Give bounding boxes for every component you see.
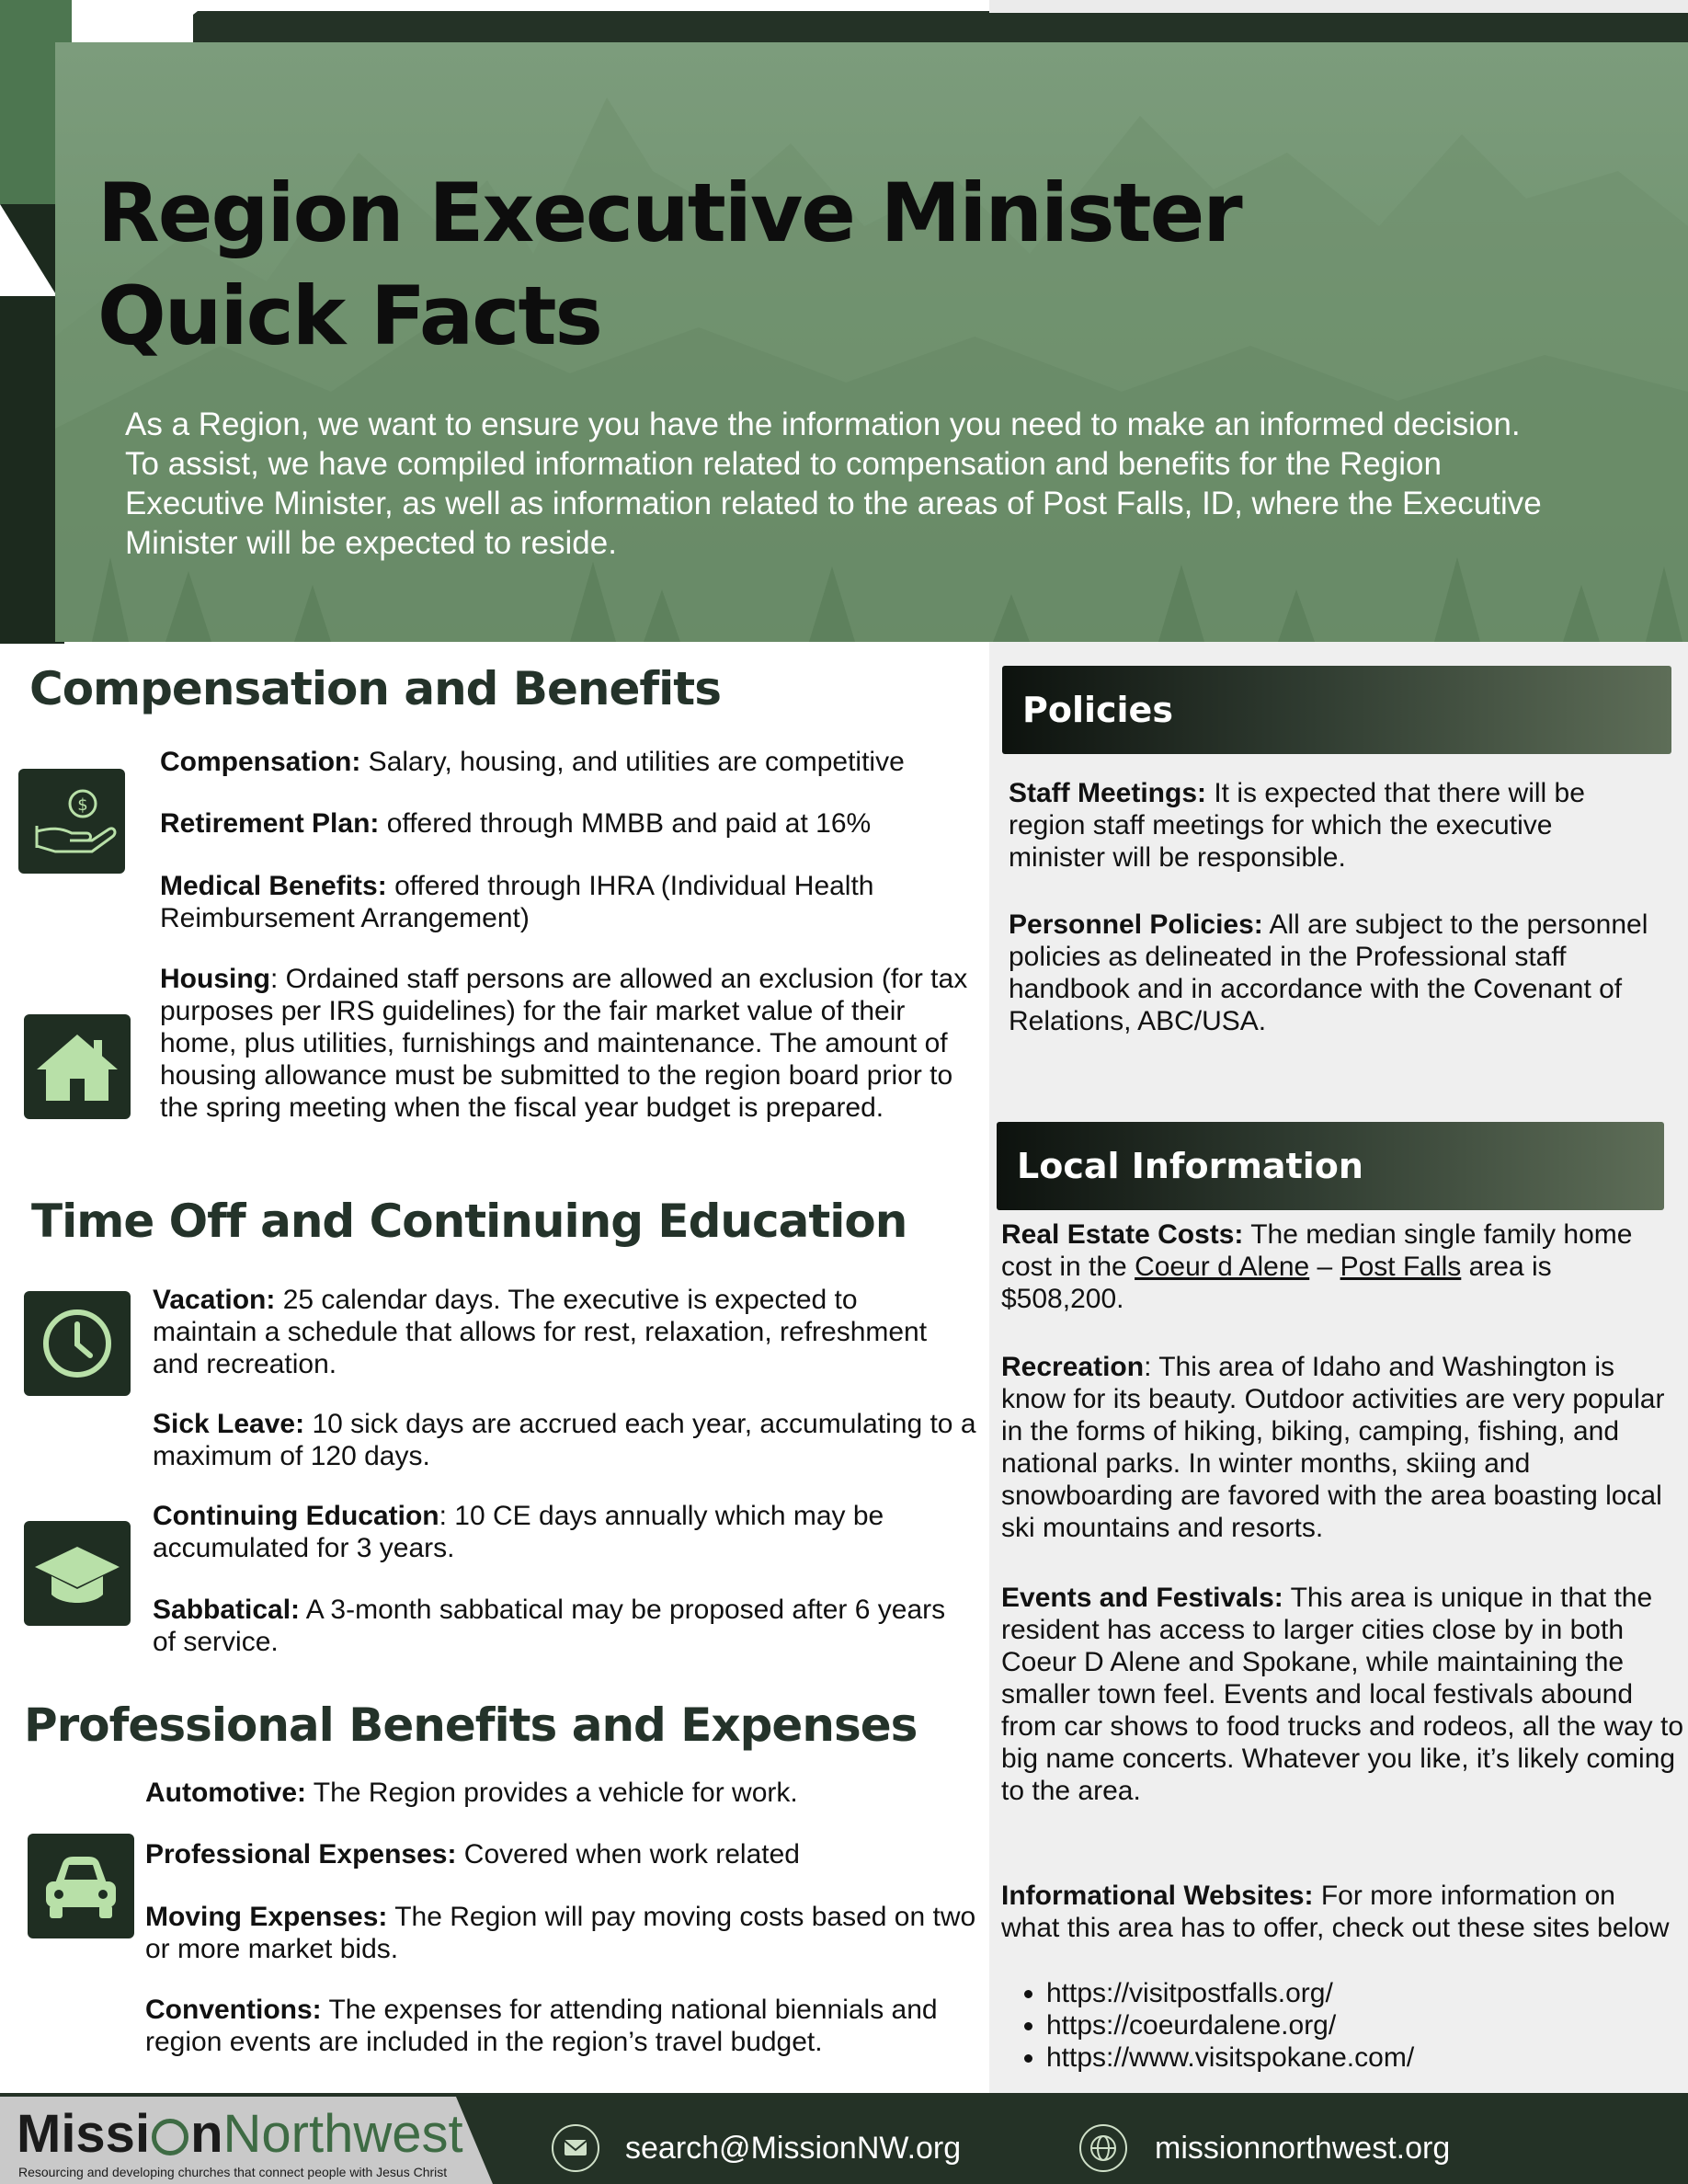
sabbatical-item: Sabbatical: A 3-month sabbatical may be proposed after 6 years of service. (153, 1595, 946, 1657)
clock-icon (24, 1291, 131, 1396)
money-hand-icon (18, 769, 125, 874)
footer-website[interactable]: missionnorthwest.org (1155, 2131, 1451, 2166)
continuing-education-item: Continuing Education: 10 CE days annually which may be accumulated for 3 years. (153, 1501, 884, 1563)
globe-icon (1079, 2124, 1127, 2172)
footer-email[interactable]: search@MissionNW.org (625, 2131, 962, 2166)
svg-text:$: $ (77, 795, 88, 815)
decor-diagonal (74, 0, 211, 44)
page-title-line2: Quick Facts (97, 269, 601, 363)
automotive-item: Automotive: The Region provides a vehicle for work. (145, 1778, 798, 1808)
retirement-plan-item: Retirement Plan: offered through MMBB and paid at 16% (160, 808, 872, 839)
housing-item: Housing: Ordained staff persons are allowed an exclusion (for tax purposes per IRS guidelines) for the fair market value of their home, plus utilities, furnishings and maintenance. The amount of housing allowance must be submitted to the region board prior to the spring meeting when the fiscal year budget is prepared. (160, 964, 968, 1123)
recreation-item: Recreation: This area of Idaho and Washington is know for its beauty. Outdoor activities are very popular in the forms of hiking, biking, camping, fishing, and national parks. In winter months, skiing and snowboarding are favored with the area boasting local ski mountains and resorts. (1001, 1352, 1665, 1543)
compensation-item: Compensation: Salary, housing, and utilities are competitive (160, 747, 905, 777)
conventions-item: Conventions: The expenses for attending national biennials and region events are included in the region’s travel budget. (145, 1995, 938, 2057)
coeur-d-alene-link[interactable]: Coeur d Alene (1135, 1252, 1310, 1282)
page-title-line1: Region Executive Minister (97, 166, 1241, 260)
logo-tagline: Resourcing and developing churches that connect people with Jesus Christ (18, 2165, 448, 2179)
compensation-heading: Compensation and Benefits (29, 662, 721, 715)
mission-northwest-logo: Missi nNorthwest (17, 2104, 463, 2164)
website-link-postfalls[interactable]: • https://visitpostfalls.org/ (1046, 1977, 1688, 2009)
informational-websites-item: Informational Websites: For more information on what this area has to offer, check out these sites below (1001, 1881, 1670, 1943)
sick-leave-item: Sick Leave: 10 sick days are accrued each year, accumulating to a maximum of 120 days. (153, 1409, 976, 1471)
post-falls-link[interactable]: Post Falls (1340, 1252, 1462, 1282)
page-title (97, 162, 1477, 368)
decor-top-right-strip (989, 0, 1688, 13)
local-information-banner: Local Information (997, 1122, 1664, 1210)
moving-expenses-item: Moving Expenses: The Region will pay moving costs based on two or more market bids. (145, 1902, 976, 1964)
professional-expenses-item: Professional Expenses: Covered when work related (145, 1839, 800, 1870)
websites-list (998, 1977, 1688, 2074)
decor-top-dark-bar (193, 11, 1688, 44)
time-off-heading: Time Off and Continuing Education (31, 1195, 907, 1248)
staff-meetings-item: Staff Meetings: It is expected that there will be region staff meetings for which the executive minister will be responsible. (1009, 778, 1585, 873)
website-link-spokane[interactable]: • https://www.visitspokane.com/ (1046, 2041, 1688, 2074)
professional-heading: Professional Benefits and Expenses (24, 1698, 918, 1752)
logo-compass-icon (152, 2119, 188, 2155)
mail-icon (552, 2124, 599, 2172)
intro-paragraph: As a Region, we want to ensure you have the information you need to make an informed decision. To assist, we have compiled information related to compensation and benefits for the Region Executive Minister, as well as information related to the areas of Post Falls, ID, where the Executive Minister will be expected to reside. (125, 406, 1542, 561)
decor-white-triangle (0, 204, 57, 296)
house-icon (24, 1014, 131, 1119)
website-link-coeurdalene[interactable]: • https://coeurdalene.org/ (1046, 2009, 1688, 2041)
medical-benefits-item: Medical Benefits: offered through IHRA (Individual Health Reimbursement Arrangement) (160, 871, 874, 933)
graduation-cap-icon (24, 1521, 131, 1626)
policies-banner: Policies (1002, 666, 1671, 754)
events-festivals-item: Events and Festivals: This area is unique in that the resident has access to larger cities close by in both Coeur D Alene and Spokane, while maintaining the smaller town feel. Events and local festivals abound from car shows to food trucks and rodeos, all the way to big name concerts. Whatever you like, it’s likely coming to the area. (1001, 1583, 1684, 1806)
personnel-policies-item: Personnel Policies: All are subject to the personnel policies as delineated in the Professional staff handbook and in accordance with the Covenant of Relations, ABC/USA. (1009, 909, 1648, 1036)
vacation-item: Vacation: 25 calendar days. The executive is expected to maintain a schedule that allows for rest, relaxation, refreshment and recreation. (153, 1285, 928, 1379)
car-icon (28, 1834, 134, 1938)
real-estate-item: Real Estate Costs: The median single family home cost in the Coeur d Alene – Post Falls area is $508,200. (1001, 1219, 1633, 1314)
